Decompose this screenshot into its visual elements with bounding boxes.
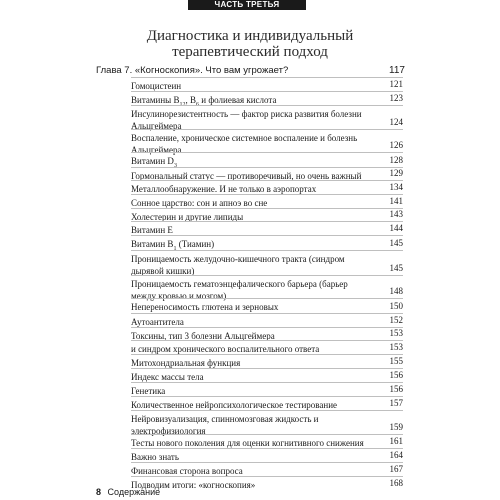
toc-entry[interactable] [131,434,403,449]
toc-entry-page: 143 [389,209,403,219]
toc-entry-title: Витамин $D_3$ [131,156,177,169]
toc-entry-title: Витамин E [131,225,173,235]
toc-entry-page: 124 [389,117,403,127]
toc-entry-page: 167 [389,464,403,474]
toc-entry-title: Аутоантитела [131,317,184,327]
toc-entry-page: 144 [389,223,403,233]
toc-entry-title: Генетика [131,386,166,396]
toc-entry-title: Токсины, тип 3 болезни Альцгеймера [131,331,275,341]
toc-entry-page: 152 [389,315,403,325]
toc-entry[interactable] [131,462,403,477]
toc-entry-page: 134 [389,182,403,192]
toc-entry-page: 145 [389,263,403,273]
page-footer [96,487,160,497]
toc-entry[interactable] [131,298,403,314]
toc-entry-page: 148 [389,286,403,296]
toc-entry-title: Количественное нейропсихологическое тестирование [131,400,338,410]
toc-entry-page: 128 [389,155,403,165]
toc-entry[interactable] [131,476,403,491]
toc-entry[interactable] [131,77,403,92]
toc-entry-title: Нейровизуализация, спинномозговая жидкость и электрофизиология [131,414,319,436]
toc-entry[interactable] [131,354,403,369]
toc-entry-page: 156 [389,370,403,380]
toc-entry[interactable] [131,250,403,276]
toc-entry-title: Проницаемость гематоэнцефалического барьера (барьер между кровью и мозгом) [131,279,348,301]
toc-entry-title: Митохондриальная функция [131,358,241,368]
toc-entry[interactable] [131,194,403,209]
toc-entry-title: Инсулинорезистентность — фактор риска развития болезни Альцгеймера [131,109,362,131]
toc-entry-page: 156 [389,384,403,394]
footer-label: Содержание [107,487,161,497]
toc-entry[interactable] [131,167,403,181]
part-title-line-1: Диагностика и индивидуальный [146,28,354,44]
toc-entry-title: Важно знать [131,452,179,462]
toc-entry-page: 155 [389,356,403,366]
toc-entry-title: Непереносимость глютена и зерновых [131,302,279,312]
toc-entry[interactable] [131,313,403,328]
toc-entry-title: Воспаление, хроническое системное воспаление и болезнь Альцгеймера [131,133,358,155]
toc-entry-title: Витамины $B_{12}$, $B_6$ и фолиевая кислота [131,95,277,108]
toc-entry[interactable] [131,91,403,106]
toc-entry[interactable] [131,105,403,130]
toc-entry[interactable] [131,221,403,236]
toc-entry-page: 153 [389,342,403,352]
toc-entry-title: Холестерин и другие липиды [131,212,244,222]
toc-entry-title: Металлообнаружение. И не только в аэропортах [131,184,317,194]
toc-entry-title: Гормональный статус — противоречивый, но очень важный [131,171,362,181]
toc-entry[interactable] [131,129,403,153]
part-label-bar [188,0,306,10]
toc-entry-title: Подводим итоги: «когноскопия» [131,480,256,490]
part-label: ЧАСТЬ ТРЕТЬЯ [214,0,280,9]
toc-entry[interactable] [131,327,403,341]
footer-page-number: 8 [96,487,102,497]
chapter-page: 117 [389,65,405,76]
toc-entry[interactable] [131,152,403,168]
toc-entry-page: 159 [389,422,403,432]
toc-entry-page: 168 [389,478,403,488]
toc-entry-title: Тесты нового поколения для оценки когнитивного снижения [131,438,364,448]
toc-entry[interactable] [131,208,403,222]
toc-entry-page: 153 [389,328,403,338]
toc-entry[interactable] [131,410,403,435]
toc-entry-page: 161 [389,436,403,446]
toc-entry-page: 126 [389,140,403,150]
toc-entry-title: Гомоцистеин [131,81,182,91]
toc-entry[interactable] [131,340,403,355]
toc-entry[interactable] [131,382,403,397]
toc-entry-page: 164 [389,450,403,460]
toc-list [131,77,403,490]
toc-entry-title: Проницаемость желудочно-кишечного тракта (синдром дырявой кишки) [131,254,345,276]
toc-entry[interactable] [131,235,403,251]
toc-entry[interactable] [131,448,403,463]
toc-entry-page: 145 [389,238,403,248]
toc-entry[interactable] [131,396,403,411]
toc-entry[interactable] [131,275,403,299]
part-title-line-2: терапевтический подход [172,44,328,60]
toc-entry-title: Индекс массы тела [131,372,204,382]
toc-entry-title: Витамин $B_1$ (Тиамин) [131,239,215,252]
chapter-title: Глава 7. «Когноскопия». Что вам угрожает? [96,65,289,76]
toc-entry-page: 129 [389,168,403,178]
toc-entry-page: 121 [389,79,403,89]
toc-entry-page: 157 [389,398,403,408]
toc-entry[interactable] [131,368,403,383]
toc-entry-title: Сонное царство: сон и апноэ во сне [131,198,268,208]
toc-entry-title: и синдром хронического воспалительного ответа [131,344,320,354]
toc-entry-title: Финансовая сторона вопроса [131,466,243,476]
toc-entry[interactable] [131,180,403,195]
toc-entry-page: 141 [389,196,403,206]
toc-entry-page: 150 [389,301,403,311]
toc-entry-page: 123 [389,93,403,103]
